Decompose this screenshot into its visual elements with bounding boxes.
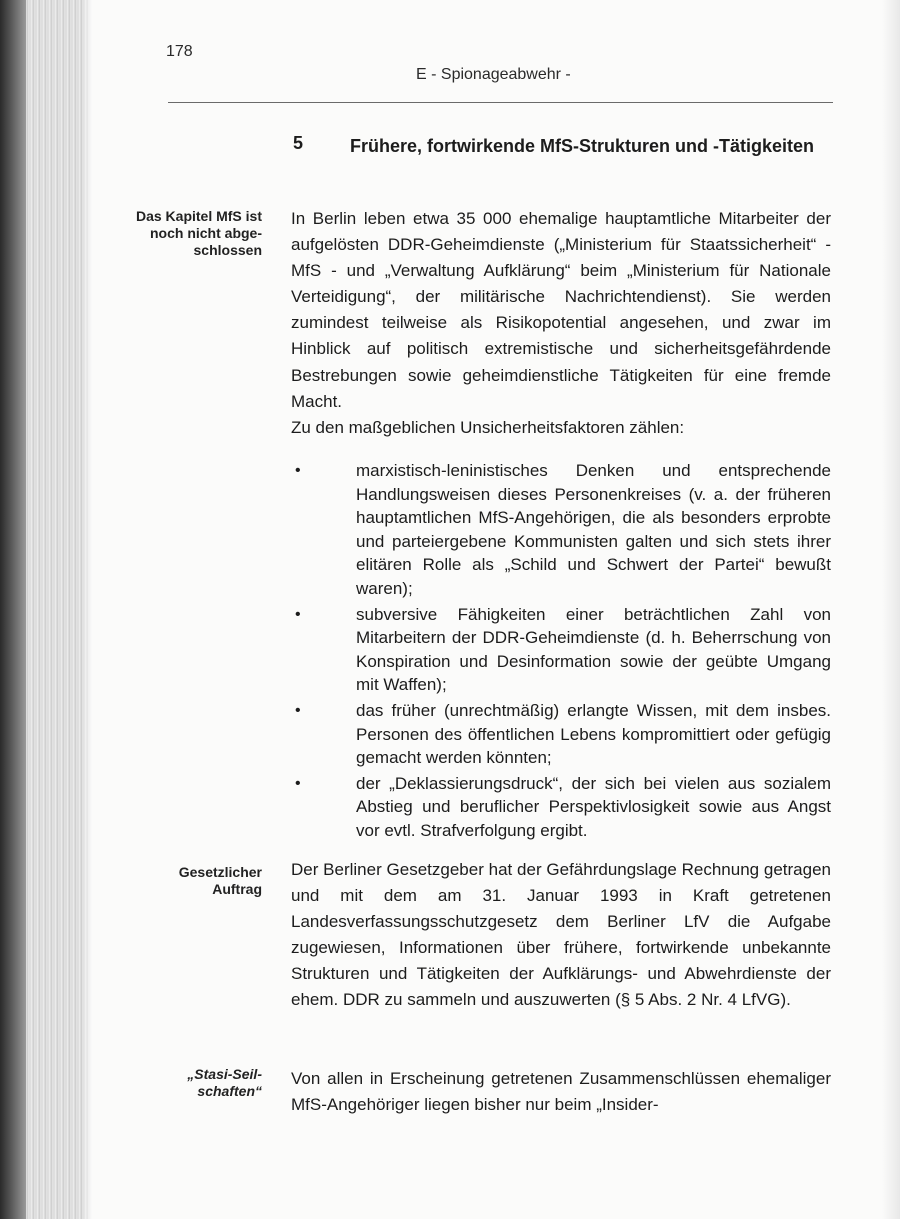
list-item-text: marxistisch-leninistisches Denken und entsprechende Handlungsweisen dieses Personenkreises (v. a. der früheren hauptamtlichen MfS-Angehörigen, die als besonders erprobte und parteiergebene Kommunisten galten und sich stets ihrer elitären Rolle als „Schild und Schwert der Partei“ bewußt waren); — [356, 461, 831, 598]
margin-note-auftrag: Gesetzlicher Auftrag — [178, 864, 262, 897]
section-title: Frühere, fortwirkende MfS-Strukturen und -Tätigkeiten — [350, 136, 815, 156]
risk-factor-list — [291, 459, 831, 843]
page-right-shade — [882, 0, 900, 1219]
bullet-icon: • — [295, 701, 301, 719]
paragraph-lead-in: Zu den maßgeblichen Unsicherheitsfaktoren zählen: — [291, 418, 685, 437]
list-item-text: das früher (unrechtmäßig) erlangte Wissen, mit dem insbes. Personen des öffentlichen Lebens kompromittiert oder gefügig gemacht werden könnten; — [356, 700, 831, 768]
paragraph-mandate: Der Berliner Gesetzgeber hat der Gefährdungslage Rechnung getragen und mit dem am 31. Januar 1993 in Kraft getretenen Landesverfassungsschutzgesetz dem Berliner LfV die Aufgabe zugewiesen, Informationen über frühere, fortwirkende unbekannte Strukturen und Tätigkeiten der Aufklärungs- und Abwehrdienste der ehem. DDR zu sammeln und auszuwerten (§ 5 Abs. 2 Nr. 4 LfVG). — [291, 860, 831, 1010]
list-item — [291, 699, 831, 770]
running-header: E - Spionageabwehr - — [416, 66, 571, 83]
list-item — [291, 772, 831, 843]
paragraph-stasi: Von allen in Erscheinung getretenen Zusammenschlüssen ehemaliger MfS-Angehöriger liegen bisher nur beim „Insider- — [291, 1069, 831, 1115]
list-item — [291, 459, 831, 601]
header-rule — [168, 102, 833, 103]
bullet-icon: • — [295, 462, 301, 479]
margin-note-stasi: „Stasi-Seil-schaften“ — [187, 1066, 262, 1099]
list-item-text: subversive Fähigkeiten einer beträchtlichen Zahl von Mitarbeitern der DDR-Geheimdienste (d. h. Beherrschung von Konspiration und Desinformation sowie der geübte Umgang mit Waffen); — [356, 604, 831, 695]
page-number: 178 — [166, 43, 193, 60]
list-item — [291, 603, 831, 697]
bullet-icon: • — [295, 605, 301, 623]
bullet-icon: • — [295, 774, 301, 792]
paragraph-intro: In Berlin leben etwa 35 000 ehemalige hauptamtliche Mitarbeiter der aufgelösten DDR-Geheimdienste („Ministerium für Staatssicherheit“ - MfS - und „Verwaltung Aufklärung“ beim „Ministerium für Nationale Verteidigung“, der militärische Nachrichtendienst). Sie werden zumindest teilweise als Risikopotential angesehen, und zwar im Hinblick auf politisch extremistische und sicherheitsgefährdende Bestrebungen sowie geheimdienstliche Tätigkeiten für eine fremde Macht. — [291, 209, 831, 411]
margin-note-kapitel: Das Kapitel MfS ist noch nicht abge-schlossen — [135, 208, 262, 258]
list-item-text: der „Deklassierungsdruck“, der sich bei vielen aus sozialem Abstieg und beruflicher Perspektivlosigkeit sowie aus Angst vor evtl. Strafverfolgung ergibt. — [356, 773, 831, 840]
section-number: 5 — [293, 133, 304, 153]
book-page-edge — [0, 0, 92, 1219]
